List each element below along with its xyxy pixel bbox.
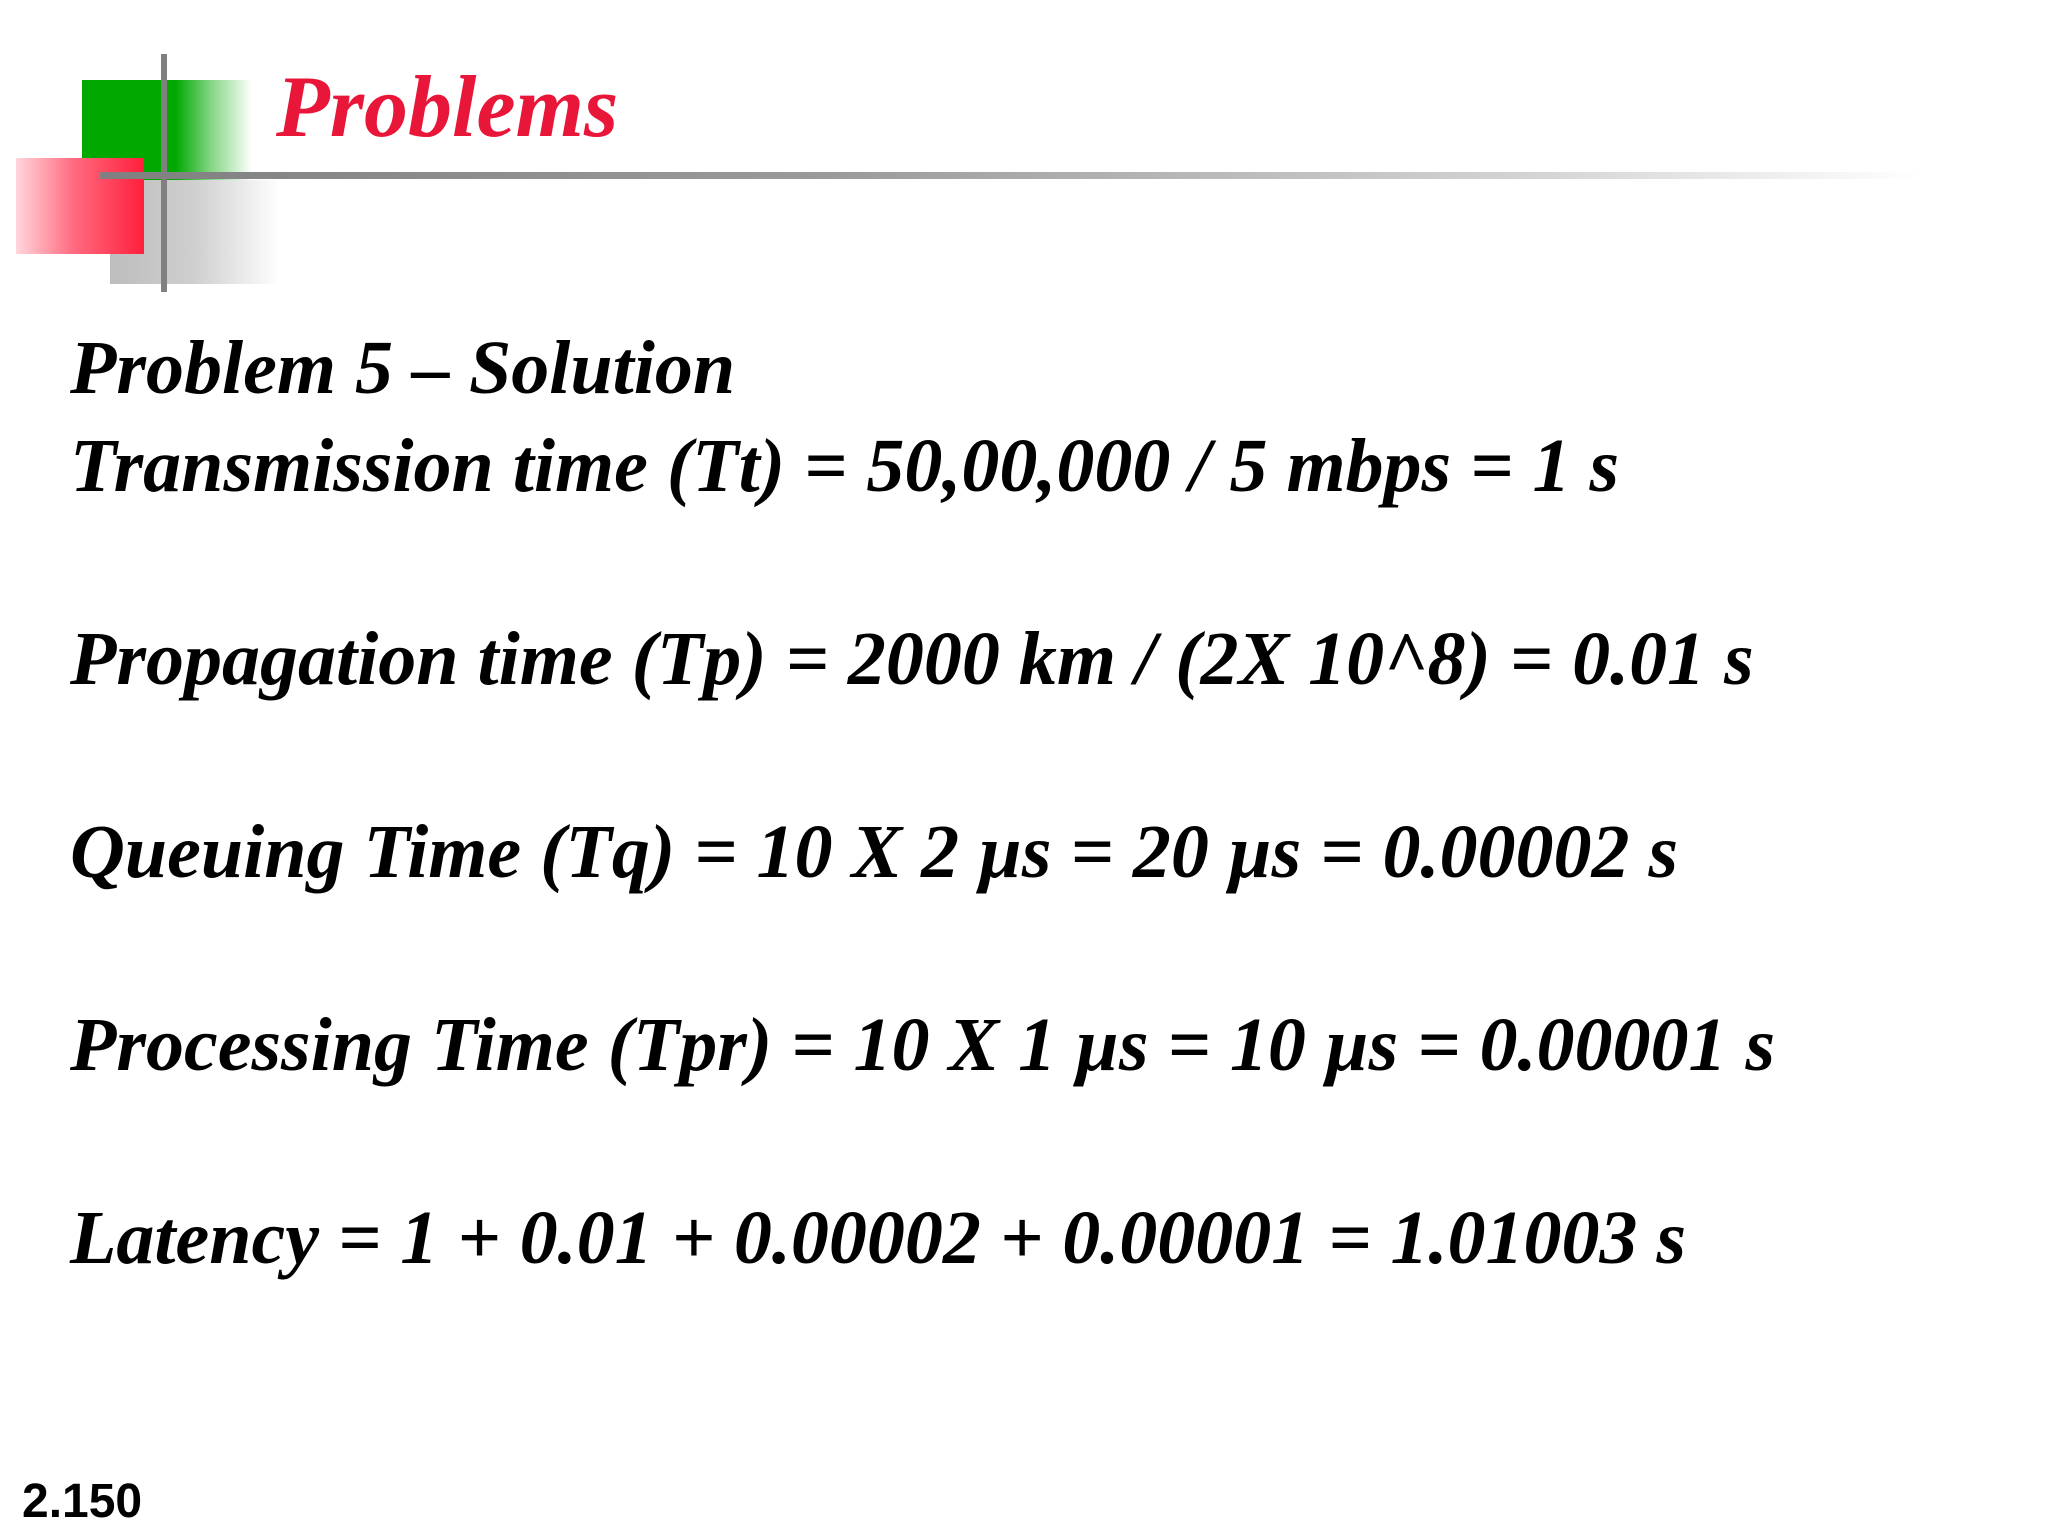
propagation-time-line: Propagation time (Tp) = 2000 km / (2X 10^8) = 0.01 s: [70, 617, 1754, 701]
processing-time-line: Processing Time (Tpr) = 10 X 1 µs = 10 µs = 0.00001 s: [70, 1003, 1776, 1087]
queuing-time-line: Queuing Time (Tq) = 10 X 2 µs = 20 µs = 0.00002 s: [70, 810, 1679, 894]
title-underline-rule: [100, 172, 1920, 179]
problem-heading: Problem 5 – Solution: [70, 326, 736, 410]
slide-title: Problems: [276, 59, 619, 156]
slide-number: 2.150: [22, 1475, 143, 1528]
latency-line: Latency = 1 + 0.01 + 0.00002 + 0.00001 = 1.01003 s: [70, 1196, 1687, 1280]
transmission-time-line: Transmission time (Tt) = 50,00,000 / 5 mbps = 1 s: [70, 424, 1620, 508]
